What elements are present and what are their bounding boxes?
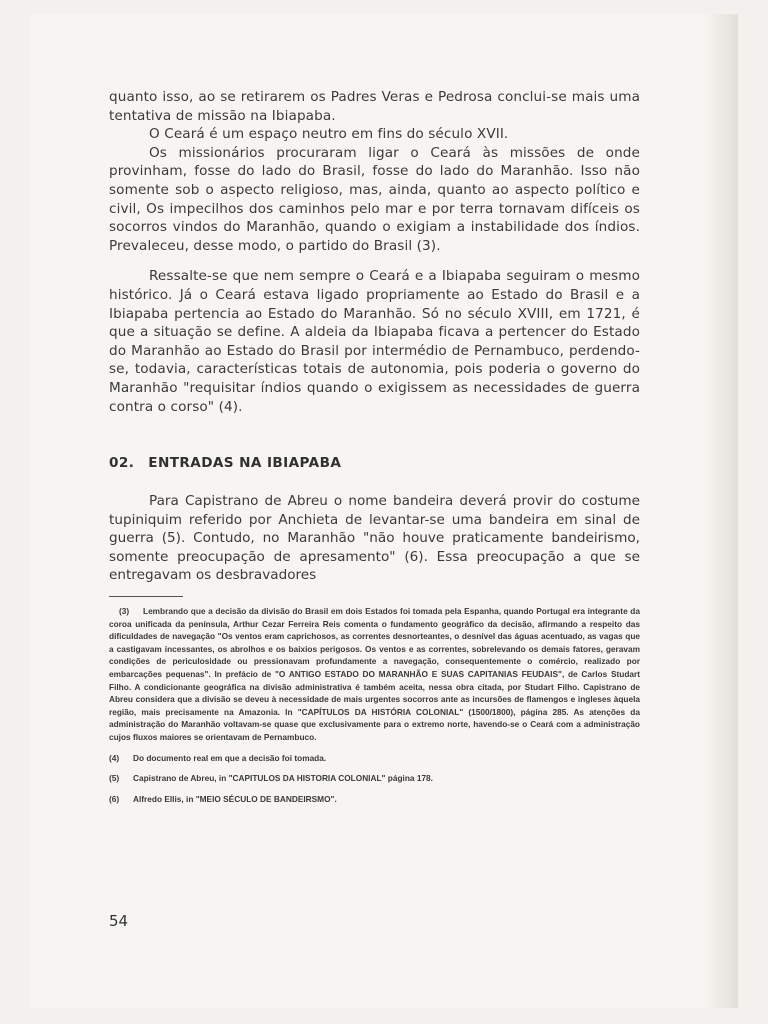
footnote-ref: (3): [119, 606, 130, 616]
section-paragraph: Para Capistrano de Abreu o nome bandeira deverá provir do costume tupiniquim referido por Anchieta de levantar-se uma bandeira em sinal de guerra (5). Contudo, no Maranhão "não houve praticamente bandeirismo, somente preocupação de apresamento" (6). Essa preocupação a que se entregavam os desbravadores: [109, 493, 640, 584]
section-number: 02.: [109, 455, 135, 471]
footnote-rule: [109, 596, 183, 597]
footnote-ref: (5): [109, 773, 120, 784]
footnote-3: [109, 605, 640, 744]
footnote-text: Do documento real em que a decisão foi tomada.: [133, 752, 327, 763]
section-heading: [109, 455, 341, 471]
paragraph-3: Os missionários procuraram ligar o Ceará às missões de onde provinham, fosse do lado do Brasil, fosse do lado do Maranhão. Isso não somente sob o aspecto religioso, mas, ainda, quanto ao aspecto político e civil, Os impecilhos dos caminhos pelo mar e por terra tornavam difíceis os socorros vindos do Maranhão, quando o exigiam a instabilidade dos índios. Prevaleceu, desse modo, o partido do Brasil (3).: [109, 144, 640, 254]
paragraph-1: quanto isso, ao se retirarem os Padres Veras e Pedrosa conclui-se mais uma tentativa de missão na Ibiapaba.: [109, 89, 640, 124]
footnote-text: Alfredo Ellis, in "MEIO SÉCULO DE BANDEIRSMO".: [133, 793, 337, 804]
footnote-ref: (4): [109, 752, 120, 763]
section-title: ENTRADAS NA IBIAPABA: [148, 455, 342, 471]
footnote-text: Lembrando que a decisão da divisão do Brasil em dois Estados foi tomada pela Espanha, quando Portugal era integrante da coroa unificada da península, Arthur Cezar Ferreira Reis comenta o fundamento geográfico da decisão, afirmando a respeito das dificuldades de navegação "Os ventos eram caprichosos, as correntes desnorteantes, o desnível das águas acentuado, as vagas que a castigavam incessantes, os abrolhos e os baixios perigosos. Os ventos e as correntes, sobrelevando os demais fatores, geravam condições de periculosidade ou pressionavam profundamente a navegação, consequentemente o comércio, realizado por embarcações pequenas". In prefácio de "O ANTIGO ESTADO DO MARANHÃO E SUAS CAPITANIAS FEUDAIS", de Carlos Studart Filho. A condicionante geográfica na divisão administrativa é também aceita, nessa obra citada, por Studart Filho. Capistrano de Abreu considera que a divisão se deveu à necessidade de mais urgentes socorros ante as incursões de flamengos e ingleses àquela região, mais precisamente na Amazonia. In "CAPÍTULOS DA HISTÓRIA COLONIAL" (1500/1800), página 285. As atenções da administração do Maranhão voltavam-se quase que exclusivamente para o extremo norte, havendo-se o Ceará com a administração cujos fluxos maiores se orientavam de Pernambuco.: [109, 606, 640, 742]
footnote-6: [109, 793, 640, 806]
footnote-text: Capistrano de Abreu, in "CAPITULOS DA HISTORIA COLONIAL" página 178.: [133, 773, 433, 784]
footnote-4: [109, 752, 640, 765]
footnote-ref: (6): [109, 793, 120, 804]
paragraph-2: O Ceará é um espaço neutro em fins do século XVII.: [149, 126, 509, 143]
page-number: 54: [109, 912, 129, 930]
paragraph-4: Ressalte-se que nem sempre o Ceará e a Ibiapaba seguiram o mesmo histórico. Já o Ceará estava ligado propriamente ao Estado do Brasil e a Ibiapaba pertencia ao Estado do Maranhão. Só no século XVIII, em 1721, é que a situação se define. A aldeia da Ibiapaba ficava a pertencer do Estado do Maranhão ao Estado do Brasil por intermédio de Pernambuco, perdendo-se, todavia, características totais de autonomia, pois poderia o governo do Maranhão "requisitar índios quando o exigissem as necessidades de guerra contra o corso" (4).: [109, 268, 640, 415]
footnote-5: [109, 772, 640, 785]
page-gutter-shadow: [704, 14, 738, 1008]
main-text-top: [109, 88, 640, 428]
footnotes: [109, 605, 640, 813]
